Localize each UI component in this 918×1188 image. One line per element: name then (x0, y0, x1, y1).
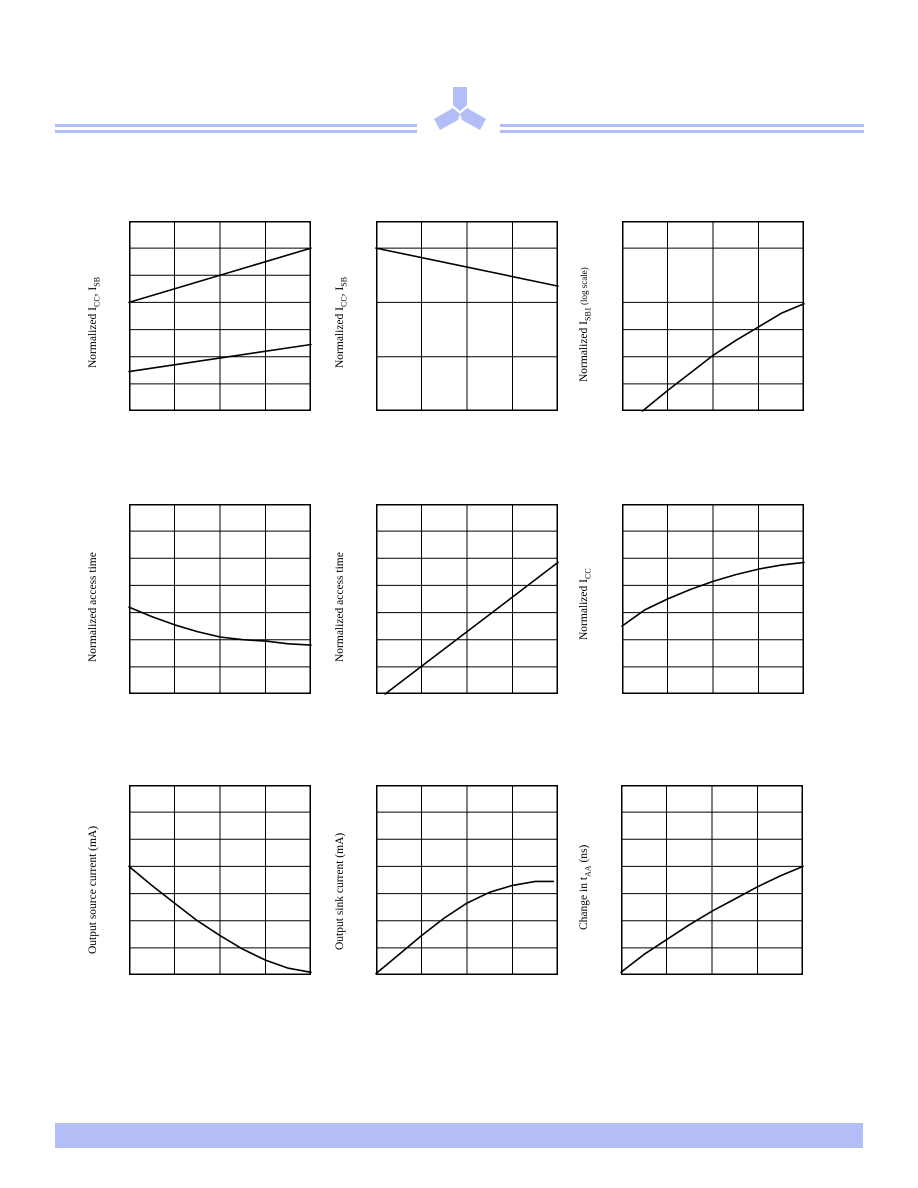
chart-6 (622, 504, 804, 694)
chart-5 (376, 504, 558, 694)
chart-1 (129, 221, 311, 411)
chart-4 (129, 504, 311, 694)
series-line-1 (376, 881, 553, 973)
chart-2 (376, 221, 558, 411)
header-rule-left-top (55, 124, 417, 127)
y-axis-label-8: Output sink current (mA) (334, 832, 346, 950)
y-axis-label-5: Normalized access time (334, 552, 346, 662)
chart-3 (622, 221, 804, 411)
y-axis-label-7: Output source current (mA) (87, 825, 99, 954)
y-axis-label-4: Normalized access time (87, 552, 99, 662)
header-rule-right-bottom (500, 130, 864, 133)
series-line-1 (643, 304, 805, 411)
y-axis-label-1: Normalized $I_{CC}$, $I_{SB}$ (87, 276, 102, 368)
chart-7 (129, 785, 311, 975)
chart-8 (376, 785, 558, 975)
y-axis-label-2: Normalized $I_{CC}$, $I_{SB}$ (334, 276, 349, 368)
header-rule-left-bottom (55, 130, 417, 133)
tri-arrow-logo-icon (430, 85, 490, 141)
y-axis-label-9: Change in $t_{AA}$ (ns) (578, 844, 593, 930)
series-line-1 (385, 562, 558, 694)
footer-bar (55, 1123, 863, 1148)
chart-9 (621, 785, 803, 975)
y-axis-label-3: Normalized $I_{SB1}$ (log scale) (578, 267, 593, 382)
header-rule-right-top (500, 124, 864, 127)
y-axis-label-6: Normalized $I_{CC}$ (578, 568, 593, 640)
